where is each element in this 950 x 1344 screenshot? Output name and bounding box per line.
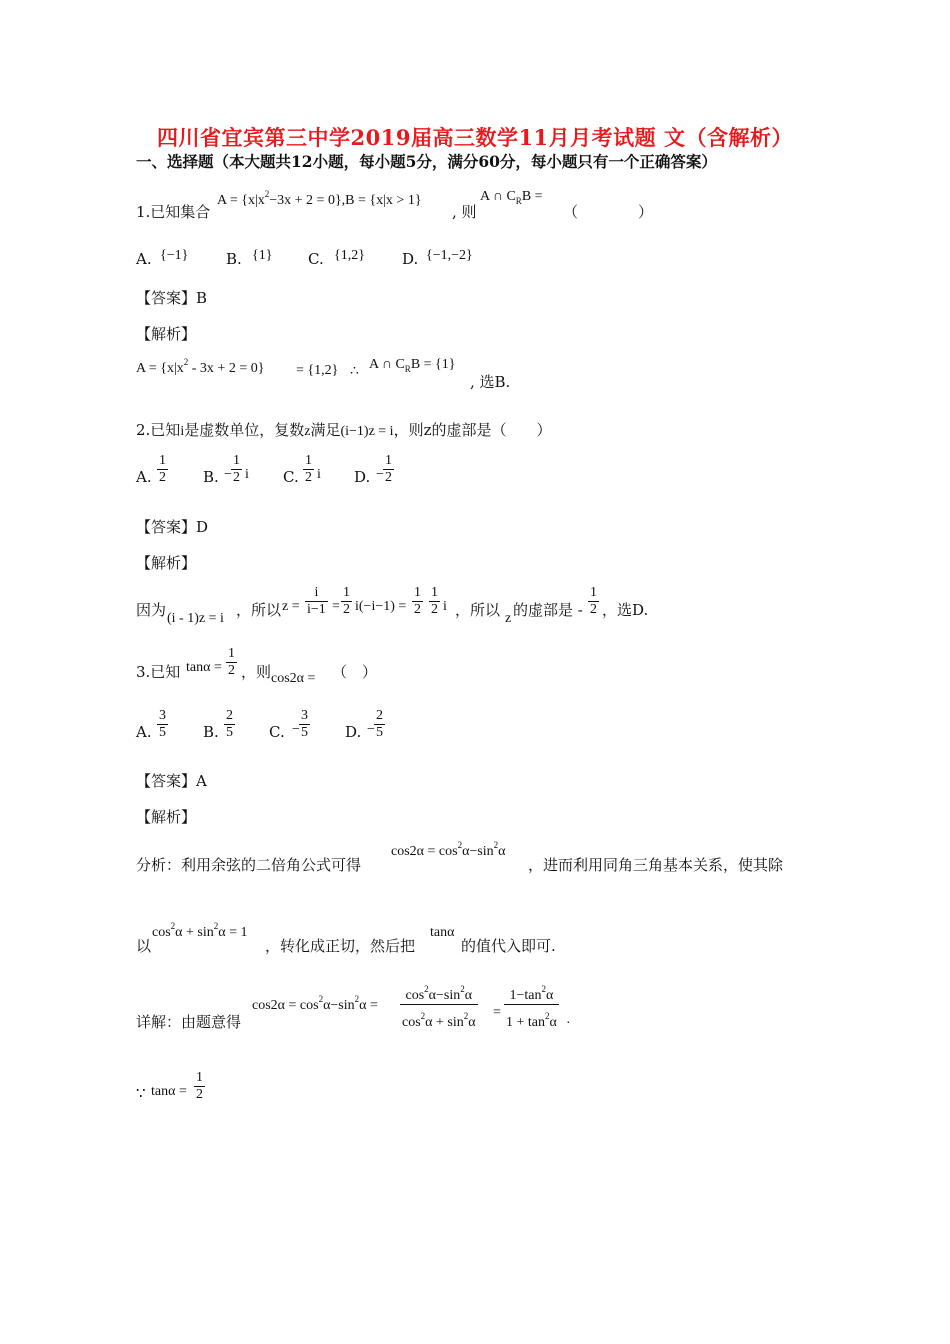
q3-tan: tanα = [186,660,222,675]
q3-formula-2 [152,921,248,941]
q2-option-b-letter: B. [203,468,219,486]
q3-analysis-d: ，转化成正切，然后把 [265,937,416,955]
q3-f1-sup-b: 2 [493,840,499,850]
q2-f2-den: 2 [343,602,350,617]
q3-since-tan: tanα = [151,1084,187,1099]
q1-sol-a-sup: 2 [183,357,189,367]
q1-sol-c-rest: B = {1} [410,357,456,372]
q1-paren: （ ） [563,203,654,221]
q3-d-f1-num-a: cos [405,988,425,1003]
q2-sol-imag: 的虚部是 - [513,601,583,619]
q1-option-d-letter: D. [402,250,419,268]
q2-sol-frac-1 [305,585,328,618]
q2-sol-equation: (i - 1)z = i [167,611,224,626]
q1-sol-intersection [369,357,456,373]
q2-option-d-num: 1 [385,453,392,468]
q2-sol-end: ，选D. [602,601,649,619]
q3-d-f2-num-a: 1−tan [509,988,542,1003]
q3-f2-c: α = 1 [218,925,248,940]
q1-analysis-label: 【解析】 [136,325,197,343]
q3-detail-end: · [566,1016,571,1031]
q3-f1-a: cos2α = cos [391,844,458,859]
q3-f2-sup-b: 2 [213,921,219,931]
q2-option-c-den: 2 [305,470,312,485]
q3-tan-den: 2 [228,663,235,678]
q2-f3-den: 2 [414,602,421,617]
q3-since-symbol: ∵ [136,1086,146,1102]
q3-f2-b: α + sin [175,925,214,940]
q3-option-b-fraction [224,708,235,741]
q3-d-f1-den-sup-a: 2 [420,1011,426,1021]
q3-option-b-num: 2 [226,708,233,723]
q3-stem-b: ，则 [241,663,272,681]
q3-option-d-num: 2 [376,708,383,723]
q2-option-a-fraction [157,453,168,486]
q3-d-f1-num-sup-a: 2 [424,984,429,994]
q1-set-a-rest: −3x + 2 = 0},B = {x|x > 1} [269,193,422,208]
q3-since-den: 2 [196,1087,203,1102]
q3-f1-c: α [498,844,506,859]
q2-option-d-sign: − [376,467,384,482]
q3-option-a-den: 5 [159,725,166,740]
q3-tan-2: tanα [430,925,455,940]
q3-d-f1-den-b: α + sin [425,1015,464,1030]
q2-f1-den: i−1 [307,602,326,617]
q2-equation: (i−1)z = i [340,424,394,439]
q3-paren: （ ） [332,663,378,681]
q2-option-b-i: i [245,467,249,482]
q1-then: , 则 [452,203,477,221]
q3-f1-sup-a: 2 [457,840,463,850]
q1-option-a-value: {−1} [160,248,189,263]
q1-sol-c-sub: R [404,364,411,374]
q1-option-a-letter: A. [136,250,152,268]
q2-option-b-fraction [231,453,242,486]
q3-d-eq-c: α = [359,998,378,1013]
q3-analysis-a: 分析：利用余弦的二倍角公式可得 [136,856,362,874]
q3-d-f1-den-sup-b: 2 [463,1011,469,1021]
q1-answer-value: B [196,289,208,307]
q2-sol-mid: i(−i−1) = [355,599,407,614]
q3-answer-value: A [196,772,207,790]
q3-stem-a: 3.已知 [136,663,181,681]
q1-option-c-letter: C. [308,250,324,268]
q3-d-f2-num-sup: 2 [541,984,546,994]
q3-option-c-letter: C. [269,723,285,741]
q3-d-sup-a: 2 [318,994,324,1004]
q2-sol-because: 因为 [136,601,167,619]
q1-sol-a-rest: - 3x + 2 = 0} [188,361,265,376]
q2-answer-value: D [196,518,209,536]
q1-sol-therefore: ∴ [350,364,359,379]
q1-option-b-letter: B. [226,250,242,268]
q3-option-b-den: 5 [226,725,233,740]
q1-set-a: A = {x|x [217,193,265,208]
q3-formula-1 [391,840,506,860]
q3-detail-frac-1 [400,984,478,1031]
q2-answer [136,516,208,537]
q3-d-f1-den [400,1004,478,1031]
q3-d-f2-den-sup: 2 [545,1011,550,1021]
q2-f5-den: 2 [590,602,597,617]
q2-stem-a: 2.已知 [136,421,181,439]
q2-sol-frac-4 [429,585,440,618]
q2-option-c-letter: C. [283,468,299,486]
q2-i: i [180,424,185,439]
q3-d-f1-den-c: α [468,1015,476,1030]
q3-option-d-den: 5 [376,725,383,740]
q2-sol-frac-5 [588,585,599,618]
q2-stem-e: z的虚部是（ ） [423,421,552,439]
q3-detail: 详解：由题意得 [136,1013,242,1031]
q2-stem [136,419,551,440]
q2-f1-num: i [314,585,319,600]
q3-f2-sup-a: 2 [170,921,176,931]
q2-option-c-num: 1 [305,453,312,468]
document-title: 四川省宜宾第三中学2019届高三数学11月月考试题 文（含解析） [157,125,793,150]
q2-f3-num: 1 [414,585,421,600]
q3-since-num: 1 [196,1070,203,1085]
q1-answer [136,287,207,308]
q1-sol-a: A = {x|x [136,361,184,376]
q3-d-f1-den-a: cos [402,1015,421,1030]
q2-stem-c: 满足 [310,421,341,439]
q1-expression-sub: R [515,196,522,206]
q3-analysis-label: 【解析】 [136,808,197,826]
q2-sol-frac-3 [412,585,423,618]
q3-detail-equation [252,994,378,1014]
q3-analysis-e: 的值代入即可. [461,937,556,955]
q3-d-f1-num [400,984,478,1004]
q3-analysis-b: ，进而利用同角三角基本关系，使其除 [528,856,784,874]
q3-d-eq-a: cos2α = cos [252,998,319,1013]
q1-set-definitions [217,189,422,209]
answer-label: 【答案】 [136,289,197,307]
q2-f4-num: 1 [431,585,438,600]
q2-f4-den: 2 [431,602,438,617]
q2-option-d-fraction [383,453,394,486]
q3-d-f1-num-c: α [464,988,473,1003]
q3-option-c-sign: − [292,722,300,737]
q2-option-d-den: 2 [385,470,392,485]
answer-label: 【答案】 [136,518,197,536]
q3-detail-frac-2 [504,984,559,1031]
q2-sol-frac-2 [341,585,352,618]
q3-since-fraction [194,1070,205,1103]
q3-f2-a: cos [152,925,171,940]
q2-analysis-label: 【解析】 [136,554,197,572]
q1-option-d-value: {−1,−2} [426,248,473,263]
q3-option-d-sign: − [367,722,375,737]
q2-sol-so: ，所以 [236,601,282,619]
q3-tan-fraction [226,646,237,679]
q1-stem: 1.已知集合 [136,203,211,221]
q2-option-c-i: i [317,467,321,482]
q3-option-c-num: 3 [301,708,308,723]
answer-label: 【答案】 [136,772,197,790]
q3-d-f1-num-sup-b: 2 [460,984,465,994]
q2-option-a-den: 2 [159,470,166,485]
q2-sol-z2: z [505,611,512,626]
q3-d-f2-num [504,984,559,1004]
q1-expression [480,189,543,205]
q3-cos2a: cos2α = [271,671,316,686]
q2-option-a-num: 1 [159,453,166,468]
q2-option-b-num: 1 [233,453,240,468]
q1-sol-c: A ∩ C [369,357,405,372]
q3-d-sup-b: 2 [354,994,360,1004]
q3-f1-b: α−sin [462,844,494,859]
q3-answer [136,770,207,791]
q2-option-a-letter: A. [136,468,152,486]
q1-solution-set-a [136,357,265,377]
q3-option-c-den: 5 [301,725,308,740]
q1-option-c-value: {1,2} [334,248,365,263]
q3-option-b-letter: B. [203,723,219,741]
q2-option-b-den: 2 [233,470,240,485]
q2-sol-eq1: = [332,599,340,614]
q3-option-a-letter: A. [136,723,152,741]
q1-option-b-value: {1} [252,248,273,263]
q3-tan-num: 1 [228,646,235,661]
q2-option-c-fraction [303,453,314,486]
q3-d-f1-num-b: α−sin [428,988,461,1003]
q2-f5-num: 1 [590,585,597,600]
q1-expression-b: B = [521,189,543,204]
section-heading: 一、选择题（本大题共12小题，每小题5分，满分60分，每小题只有一个正确答案） [136,152,717,171]
q3-d-f2-den-a: 1 + tan [506,1015,545,1030]
q3-d-f2-num-b: α [546,988,554,1003]
q1-expression-a: A ∩ C [480,189,516,204]
q2-z: z [304,424,311,439]
q3-analysis-c: 以 [136,937,152,955]
q2-sol-z: z = [282,599,300,614]
q2-sol-so2: ，所以 [455,601,501,619]
q3-d-f2-den [504,1004,559,1031]
q2-f2-num: 1 [343,585,350,600]
q2-option-b-sign: − [224,467,232,482]
q1-sol-end: , 选B. [470,373,511,391]
q3-option-d-fraction [374,708,385,741]
q3-option-a-num: 3 [159,708,166,723]
q1-sol-equals: = {1,2} [296,363,339,378]
q3-detail-eq2: = [493,1005,501,1020]
q3-option-d-letter: D. [345,723,362,741]
q3-d-eq-b: α−sin [323,998,355,1013]
q2-sol-i: i [443,599,447,614]
q2-stem-d: ，则 [393,421,424,439]
q3-d-f2-den-b: α [549,1015,557,1030]
q3-option-c-fraction [299,708,310,741]
q1-set-a-exponent: 2 [264,189,270,199]
q2-stem-b: 是虚数单位，复数 [184,421,305,439]
q3-option-a-fraction [157,708,168,741]
q2-option-d-letter: D. [354,468,371,486]
